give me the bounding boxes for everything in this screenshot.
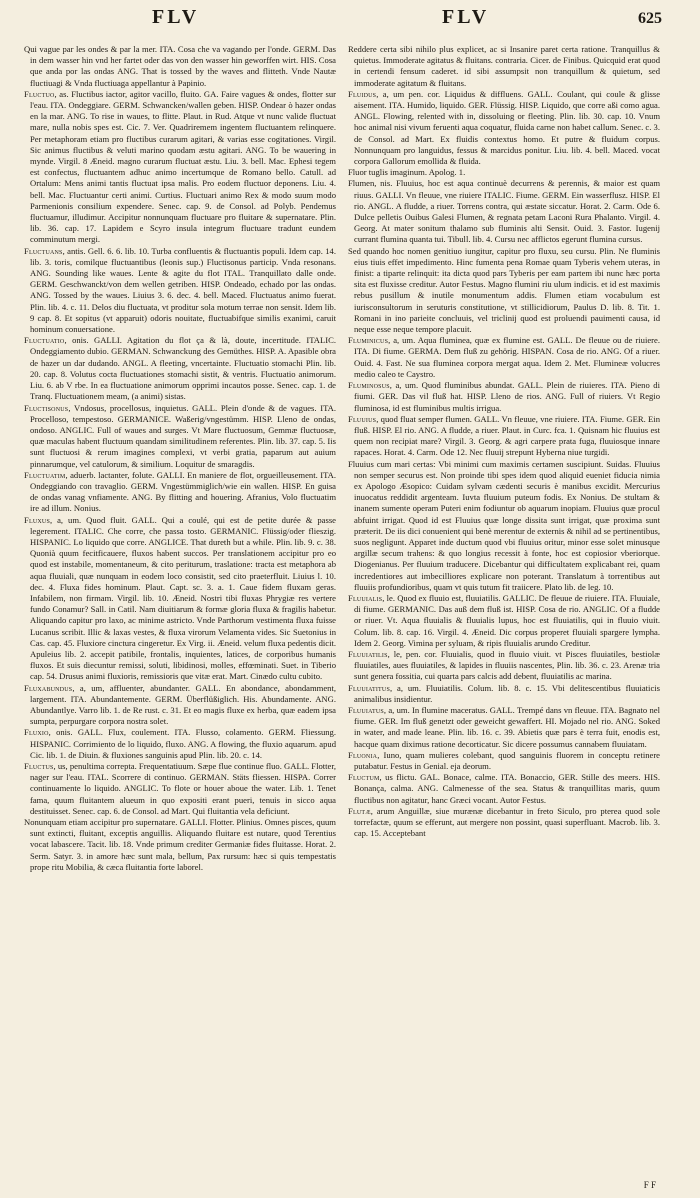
entry-text: Vndosus, procellosus, inquietus. GALL. Plein d'onde & de vagues. ITA. Procelloso, tempestoso. GERMANICE. Waßerig/vngestümm. HISP. Lleno de ondas, ondoso. ANGLIC. Full of waues and surges. Vt Mare fluctuosum, Gemmæ fluctuosæ, quæ maculas habent fluctuum quandam similitudinem referentes. Plin. lib. 37. cap. 5. Iis sunt fluctuosi & rerum imagines complexi, vt verbi gratia, paparum aut auium pinnarumque, vel catulorum, & similium. Loquitur de smaragdis. — [30, 402, 336, 469]
dictionary-entry: Fluminicus, a, um. Aqua fluminea, quæ ex flumine est. GALL. De fleuue ou de riuiere. ITA. Di fiume. GERMA. Dem fluß zu gehörig. HISPAN. Cosa de rio. ANG. Of a riuer. Ouid. 4. Fast. Ne sua fluminea corpora mergat aqua. Idem 2. Met. Flumineæ volucres medio caleo te Caystro. — [348, 335, 660, 379]
entry-text: a, um. Fluuiatilis. Colum. lib. 8. c. 15. Vbi delitescentibus fluuiaticis animalibus insidientur. — [354, 682, 660, 704]
dictionary-entry — [348, 246, 660, 336]
entry-text: Sed quando hoc nomen genitiuo iungitur, capitur pro fluxu, seu cursu. Plin. Ne fluminis eius tiuis effet impedimento. Hinc fumenta pena Romae quam Tyberis vehem uteras, in finist: a tiparte relinquit: ita dicta quod pars Tyberis per eam partem ibi nunc hæc porta sita est fluxisse creditur. Autor Festus. Magno flumini riu ulum indicis. et id est maximis rebus pusillum & inutile monumentum addis. Flumen etiam vocabulum est iurisconsultorum in seruturis constitutione, vt stillicidiorum, Paulus D. lib. 8. Tit. 1. Romani in ino parieite concluuis, vel triclinij quod est proluendi pauimenti causa, id neque esse neque tempore placuit. — [348, 245, 660, 335]
dictionary-entry: Fluxabundus, a, um, affluenter, abundanter. GALL. En abondance, abondamment, largement. ITA. Abundantemente. GERM. Überflüßiglich. His. Abundamente. ANG. Abundantlye. Varro lib. 1. de Re rust. c. 31. Et eo magis fluxe ex herba, quæ eadem ipsa sumpta, perpurgare corpora nostra solet. — [24, 682, 336, 727]
entry-headword: Fluctuatio — [24, 335, 65, 346]
left-column — [24, 44, 336, 1176]
entry-headword: Fluidus — [348, 88, 377, 99]
entry-text: a, um. Aqua fluminea, quæ ex flumine est. GALL. De fleuue ou de riuiere. ITA. Di fiume. GERMA. Dem fluß zu gehörig. HISPAN. Cosa de rio. ANG. Of a riuer. Ouid. 4. Fast. Ne sua fluminea corpora mergat aqua. Idem 2. Met. Flumineæ volucres medio caleo te Caystro. — [354, 335, 660, 379]
dictionary-entry — [24, 817, 336, 873]
entry-headword: Flutæ — [348, 805, 371, 816]
entry-headword: Fluctuo — [24, 88, 55, 99]
page-number: 625 — [638, 10, 662, 27]
dictionary-entry: Fluctum, us flictu. GAL. Bonace, calme. ITA. Bonaccio, GER. Stille des meers. HIS. Bonança, calma. ANG. Calmenesse of the sea. Status & tranquillitas maris, quum fluctibus non agitatur, hanc Græci vocant. Autor Festus. — [348, 772, 660, 805]
entry-headword: Fluuialis — [348, 592, 383, 603]
entry-text: onis. GALL. Flux, coulement. ITA. Flusso, colamento. GERM. Fliessung. HISPANIC. Corrimiento de lo liquido, fluxo. ANG. A flowing, the fluxio aquarum. apud Cic. lib. 1. de Diuin. & fluxiones sanguinis apud Plin. lib. 20. c. 14. — [30, 727, 336, 760]
dictionary-entry — [348, 44, 660, 89]
entry-text: Iuno, quam mulieres colebant, quod sanguinis fluorem in conceptu retinere putabatur. Festus in Genial. eja deorum. — [354, 749, 660, 771]
dictionary-entry: Fluminosus, a, um. Quod fluminibus abundat. GALL. Plein de riuieres. ITA. Pieno di fiumi. GER. Das vil fluß hat. HISP. Lleno de rios. ANG. Full of riuiers. Vt Regio fluminosa, id est fluminibus multis irrigua. — [348, 380, 660, 413]
dictionary-entry: Fluctisonus, Vndosus, procellosus, inquietus. GALL. Plein d'onde & de vagues. ITA. Procelloso, tempestoso. GERMANICE. Waßerig/vngestümm. HISP. Lleno de ondas, ondoso. ANGLIC. Full of waues and surges. Vt Mare fluctuosum, Gemmæ fluctuosæ, quæ maculas habent fluctuum quandam similitudinem referentes. Plin. lib. 37. cap. 5. Iis sunt fluctuosi & rerum imagines complexi, vt verbi gratia, paparum aut auium pinnarumque, vel catulorum, & similium. Loquitur de smaragdis. — [24, 402, 336, 469]
entry-text: le, pen. cor. Fluuialis, quod in fluuio viuit. vt Pisces fluuiatiles, bestiolæ fluuiatiles, aues fluuiatiles, & lapides in fluuiis nascentes, Plin. lib. 36. c. 23. Arenæ tria sunt genera fossitia, cui quarta pars calcis add debent, fluuiatilis ac marina. — [354, 648, 660, 682]
entry-headword: Fluctus — [24, 761, 54, 771]
dictionary-entry: Fluuiatus, a, um. In flumine maceratus. GALL. Trempé dans vn fleuue. ITA. Bagnato nel fiume. GER. Im fluß genetzt oder geweicht gewaffert. HI. Mojado nel rio. ANG. Soked in water, and made leane. Plin. lib. 16. c. 39. Abietis quæ pars è terra fuit, enodis est, hacque quam diximus ratione decorticatur. Sic dicere possumus cannabem fluuiatam. — [348, 704, 660, 749]
dictionary-entry: Fluuiatitus, a, um. Fluuiatilis. Colum. lib. 8. c. 15. Vbi delitescentibus fluuiaticis animalibus insidientur. — [348, 682, 660, 704]
entry-text: a, um. Quod fluminibus abundat. GALL. Plein de riuieres. ITA. Pieno di fiumi. GER. Das vil fluß hat. HISP. Lleno de rios. ANG. Full of riuiers. Vt Regio fluminosa, id est fluminibus multis irrigua. — [354, 380, 660, 413]
entry-text: Qui vague par les ondes & par la mer. ITA. Cosa che va vagando per l'onde. GERM. Das in dem wasser hin vnd her fartet oder das von den wasser hin geworffen wirt. HIS. Cosa que anda por las ondas ANG. That is tossed by the waves and flitteth. Vnde Nautæ fluctiuagi & Vnda fluctiuaga appellantur à Papinio. — [24, 44, 336, 88]
entry-text: Fluuius cum mari certas: Vbi minimi cum maximis certamen suscipiunt. Suidas. Fluuius non semper securus est. Non proinde tibi spes idem quod aliquid eueniet fiducia nimia ex Apologo Æsopico: Cuidam sylvam cædenti securis è manibus excidit. Mercurius inuocatus reddidit argenteam. Iuvta fluuium puteum fodis. Ex Nonius. De stultam & inanem sumente operam Puteri enim fodiuntur ob aquarum inopiam. Fluuius quæ procul abfuint irrigat. Quod id est Fluuius quæ longe dissita sunt irrigat, quæ proxima sunt præterit. De iis dici conuenient qui benè merentur de externis & nihil ad se pertinentibus, suos negligunt. Apparet inde ductum quod vbi fluuius oritur, minor esse solet minusque argillæ secum trahens: & quo longius recessit à fonte, hoc est copiosior vberiorque. Diogenianus. Per fluuium traducere. Dicebantur qui difficultatem explicabant rei, quam incredentiores aut imbecilliores explicare non poterant. Translatum à torrentibus aut fluuiis profundioribus, quam vt quis tutum fit traiicere. Plato lib. de leg. 10. — [348, 458, 660, 592]
dictionary-entry: Fluxio, onis. GALL. Flux, coulement. ITA. Flusso, colamento. GERM. Fliessung. HISPANIC. Corrimiento de lo liquido, fluxo. ANG. A flowing, the fluxio aquarum. apud Cic. lib. 1. de Diuin. & fluxiones sanguinis apud Plin. lib. 20. c. 14. — [24, 727, 336, 760]
entry-text: us, penultima correpta. Frequentatiuum. Sæpe flue continue fluo. GALL. Flotter, nager sur l'eau. ITAL. Scorrere di continuo. GERMAN. Stäts fliessen. HISPA. Correr continuamente lo liquido. ANGLIC. To flote or houer aboue the water. Lib. 1. Tenet fama, quum fluitantem alueum in quo expositi erant pueri, tenuis in sicco aqua destituisset. Senec. cap. 6. de Consol. ad Mart. Qui fluitantia vela deficiunt. — [30, 761, 336, 816]
entry-text: aduerb. lactanter, folute. GALLI. En maniere de flot, orgueilleusement. ITA. Ondeggiando con travaglio. GERM. Vngestümmiglich/wie ein wallen. HISP. En guisa de ondas vanag vnfiamente. ANG. By flitting and houering. Afranius, Volo fluctuatim ire ad illum. Nonius. — [30, 469, 336, 514]
entry-headword: Fluminicus — [348, 335, 389, 346]
entry-headword: Fluuius — [348, 413, 377, 424]
right-column — [348, 44, 660, 1176]
entry-text: a, um. In flumine maceratus. GALL. Trempé dans vn fleuue. ITA. Bagnato nel fiume. GER. Im fluß genetzt oder geweicht gewaffert. HI. Mojado nel rio. ANG. Soked in water, and made leane. Plin. lib. 16. c. 39. Abietis quæ pars è terra fuit, enodis est, hacque quam diximus ratione decorticatur. Sic dicere possumus cannabem fluuiatam. — [354, 704, 660, 749]
dictionary-entry — [348, 178, 660, 245]
dictionary-entry: Fluuius, quod fluat semper flumen. GALL. Vn fleuue, vne riuiere. ITA. Fiume. GER. Ein fluß. HISP. El rio. ANG. A fludde, a riuer. Plaut. in Curc. fca. 1. Quisnam hic fluuius est quem non recipiat mare? Virgil. 3. Georg. & agri carpere prata fuga, fluuiosque innare rapaces. Horat. 4. Carm. Ode 12. Nec fluuij strepunt Hyberna niue turgidi. — [348, 413, 660, 458]
entry-text: onis. GALLI. Agitation du flot ça & là, doute, incertitude. ITALIC. Ondeggiamento dubio. GERMAN. Schwanckung des Gemüthes. HISP. A. Apasible obra de hazer un dar dudando. ANGL. A fleeting, vncertainte. Fluctuatio stomachi Plin. lib. 20. cap. 8. Volutus cocta fluctuationes stomachi sistit, & ventris. Fluctuatio animorum. Liu. 6. ab V rbe. In ea fluctuatione animorum opprimi incautos posse. Senec. cap. 1. de Tranq. Fluctuationem meam, (a animi) sistas. — [30, 335, 336, 402]
entry-headword: Fluuiatitus — [348, 682, 390, 693]
entry-headword: Fluctuans — [24, 245, 63, 256]
entry-headword: Fluxabundus — [24, 682, 73, 693]
entry-headword: Fluctum — [348, 772, 380, 783]
entry-text: Fluor tuglis imaginum. Apolog. 1. — [348, 167, 466, 178]
entry-headword: Fluonia — [348, 749, 378, 760]
entry-text: us flictu. GAL. Bonace, calme. ITA. Bonaccio, GER. Stille des meers. HIS. Bonança, calma. ANG. Calmenesse of the sea. Status & tranquillitas maris, quum fluctibus non agitatur, hanc Græci vocant. Autor Festus. — [354, 772, 660, 805]
entry-text: Nonunquam etiam accipitur pro supernatare. GALLI. Flotter. Plinius. Omnes pisces, quum sunt extincti, fluitant, exceptis anguillis. Aliquando fluitare est nutare, quod Terentius vocat labascere. Tacit. lib. 18. Vnde primum crediter Germaniæ fides fluitasse. Horat. 2. Serm. Satyr. 3. in amore hæc sunt mala, bellum, Pax rursum: hæc si quis tempestatis prope ritu Mobilia, & cæca fluitantia forte laborel. — [24, 817, 336, 872]
dictionary-entry: Fluctus, us, penultima correpta. Frequentatiuum. Sæpe flue continue fluo. GALL. Flotter, nager sur l'eau. ITAL. Scorrere di continuo. GERMAN. Stäts fliessen. HISPA. Correr continuamente lo liquido. ANGLIC. To flote or houer aboue the water. Lib. 1. Tenet fama, quum fluitantem alueum in quo expositi erant pueri, tenuis in sicco aqua destituisset. Senec. cap. 6. de Consol. ad Mart. Qui fluitantia vela deficiunt. — [24, 761, 336, 816]
entry-headword: Fluuiatus — [348, 704, 384, 715]
entry-text: Reddere certa sibi nihilo plus explicet, ac si Insanire paret certa ratione. Tranquillus & quietus. Immoderate agitatus & fluitans. contraria. Cicer. de Finibus. Quicquid erat quod in certendi fensum caderet. id sibi assumpsit non tranquillum & quietum, sed immoderate agitatum & fluitans. — [348, 44, 660, 88]
dictionary-entry: Fluonia, Iuno, quam mulieres colebant, quod sanguinis fluorem in conceptu retinere putabatur. Festus in Genial. eja deorum. — [348, 749, 660, 771]
dictionary-entry: Fluctuo, as. Fluctibus iactor, agitor vacillo, fluito. GA. Faire vagues & ondes, flotter sur l'eau. ITA. Ondeggiare. GERM. Schwancken/wallen geben. HISP. Ondear ò hazer ondas en la mar. ANG. To rise in waues, to flitte. Plaut. in Rud. Atque vt nunc valide fluctuat mare, nulla nobis spes est. Cic. 7. Ver. Quadriremem ingentem fluctuantem relinquere. Per metaphoram etiam pro fluctibus curarum agitari, & varias esse cogitationes. Virgil. Sic animus fluctibus & veluti marino quodam æstu agitari. ANG. To be wauering in mynde. Virgil. 8 Æneid. magno curarum fluctuat æstu. Liu. 3. bell. Mac. Ephesi tegem est confectus, fluctuantem adhuc animo incertumque de Romano bello. Catull. ad Ortalum: Mens animi tantis fluctuat ipsa malis. Pro eodem fluctuor deponens. Liu. 4. bell. Mac. Fluctuantur certi animi. Curtius. Fluctuari animo Rex & modo suum modo Parmenionis consilium expendere. Senec. cap. 9. de Consol. ad Polyb. Pendemus fluctuamur, illudimur. Accipitur nonnunquam fluctuare pro fluitare & supernatare. Plin. lib. 36. cap. 17. Lapidem e Scyro insula integrum fluctuare tradunt eundem comminutum mergi. — [24, 88, 336, 245]
entry-text: arum Anguillæ, siue murænæ dicebantur in freto Siculo, pro pterea quod sole torrefactæ, quum se efferunt, aut mergere non possint, quasi superfluant. Macrob. lib. 3. cap. 15. Acceptebant — [354, 805, 660, 839]
entry-headword: Fluctisonus — [24, 402, 69, 413]
entry-text: antis. Gell. 6. 6. lib. 10. Turba confluentis & fluctuantis populi. Idem cap. 14. lib. 3. toris, comilque fluctuantibus (leonis sup.) Fluctisonus particip. Vnda resonans. ANG. Sounding like waues. Lente & agite du flot ITAL. Tranquillato dalle onde. GERM. Geschwanckt/von dem wellen getriben. HISP. Ondeado, echado por las ondas. ANG. Tossed by the waues. Liuius 3. 6. dec. 4. bell. Maced. Fluctuatus animo fuerat. Plin. lib. 4. c. 11. Delos diu fluctuata, vt proditur sola motum terrae non sensit. Idem lib. 9 cap. 8. Et sopitus (vt apparuit) odoris nouitate, fluctuabifque similis exanimi, caruit hominum conuersatione. — [30, 245, 336, 335]
entry-text: quod fluat semper flumen. GALL. Vn fleuue, vne riuiere. ITA. Fiume. GER. Ein fluß. HISP. El rio. ANG. A fludde, a riuer. Plaut. in Curc. fca. 1. Quisnam hic fluuius est quem non recipiat mare? Virgil. 3. Georg. & agri carpere prata fuga, fluuiosque innare rapaces. Horat. 4. Carm. Ode 12. Nec fluuij strepunt Hyberna niue turgidi. — [354, 413, 660, 458]
entry-text: as. Fluctibus iactor, agitor vacillo, fluito. GA. Faire vagues & ondes, flotter sur l'eau. ITA. Ondeggiare. GERM. Schwancken/wallen geben. HISP. Ondear ò hazer ondas en la mar. ANG. To rise in waues, to flitte. Plaut. in Rud. Atque vt nunc valide fluctuat mare, nulla nobis spes est. Cic. 7. Ver. Quadriremem ingentem fluctuantem relinquere. Per metaphoram etiam pro fluctibus curarum agitari, & varias esse cogitationes. Virgil. Sic animus fluctibus & veluti marino quodam æstu agitari. ANG. To be wauering in mynde. Virgil. 8 Æneid. magno curarum fluctuat æstu. Liu. 3. bell. Mac. Ephesi tegem est confectus, fluctuantem adhuc animo incertumque de Romano bello. Catull. ad Ortalum: Mens animi tantis fluctuat ipsa malis. Pro eodem fluctuor deponens. Liu. 4. bell. Mac. Fluctuantur certi animi. Curtius. Fluctuari animo Rex & modo suum modo Parmenionis consilium expendere. Senec. cap. 9. de Consol. ad Polyb. Pendemus fluctuamur, illudimur. Accipitur nonnunquam fluctuare pro fluitare & supernatare. Plin. lib. 36. cap. 17. Lapidem e Scyro insula integrum fluctuare tradunt eundem comminutum mergi. — [30, 88, 336, 245]
entry-headword: Fluctuatim — [24, 469, 66, 480]
catchword: F F — [643, 1180, 656, 1190]
dictionary-entry — [348, 167, 660, 178]
entry-text: a, um, affluenter, abundanter. GALL. En abondance, abondamment, largement. ITA. Abundantemente. GERM. Überflüßiglich. His. Abundamente. ANG. Abundantlye. Varro lib. 1. de Re rust. c. 31. Et eo magis fluxe ex herba, quæ eadem ipsa sumpta, perpurgare corpora nostra solet. — [30, 682, 336, 727]
dictionary-entry: Fluxus, a, um. Quod fluit. GALL. Qui a coulé, qui est de petite durée & passe legerement. ITALIC. Che corre, che passa tosto. GERMANIC. Flüssig/oder flieszig. HISPANIC. Lo liquido que corre. ANGLICE. That dureth but a while. Plin. lib. 9. c. 38. Quonià quum fecitficauere, fluxos habent succos. Per translationem accipitur pro eo quod est instabile, momentaneum, & cito periturum, traslatione: tracta est metaphora ab aqua fluuiali, quæ nunquam in eodem loco consistit, sed cito praeterfluit. Liuius l. 10. dec. 4. Fluxa fides hominum. Plaut. Capt. sc. 3. a. 1. Caue fidem fluxam geras. Infabilem, non firmam. Virgil. lib. 10. Æneid. Nostri tibi fluxas Phrygiæ res vertere fundo Conamur? Sall. in Catil. Nam diuitiarum & formæ gloria fluxa & fragilis habetur. Aliquando capitur pro laxo, ac minime astricto. Vnde Parthorum vestimenta fluxa fuisse Lucanus scribit. Illic & laxas vestes, & fluxa virorum Velamenta vides. Sic Suetonius in Cas. cap. 45. Fluxiore cinctura cingeretur. Ex Virg. ii. Æneid. velum fluxa pedentis dicit. Apuleius lib. 2. accepit patibile, frontalis, inquientes, latices, de corporibus humanis fluxos. Et suis diecuntur remissi, soluti, libidinosi, molles, effœminati. Suet. in Tiberio cap. 54. Drusus animi fluxioris, remissioris que vitæ erat. Mart. Cinædo cultu cubito. — [24, 514, 336, 682]
dictionary-entry: Fluuiatilis, le, pen. cor. Fluuialis, quod in fluuio viuit. vt Pisces fluuiatiles, bestiolæ fluuiatiles, aues fluuiatiles, & lapides in fluuiis nascentes, Plin. lib. 36. c. 23. Arenæ tria sunt genera fossitia, cui quarta pars calcis add debent, fluuiatilis ac marina. — [348, 648, 660, 682]
entry-text: Flumen, nis. Fluuius, hoc est aqua continuè decurrens & perennis, & maior est quam riuus. GALLI. Vn fleuue, vne riuiere ITALIC. Fiume. GERM. Ein wasserflusz. HISP. El rio. ANGL. A fludde, a riuer. Torrens contra, qui æstate siccatur. Horat. 2. Carm. Ode 6. Dulce pelletis Ouibus Galesi Flumen, & regnata petam Laconi Rura Phalanto. Virgil. 4. Georg. At mater sonitum thalamo sub fluminis alti Sensit. Ouid. 3. Fastor. Iugenij currant flumina quanta tui. Tibull. lib. 4. Cursu nec afflictos egerunt flumina cursus. — [348, 178, 660, 245]
entry-headword: Fluminosus — [348, 380, 390, 391]
entry-text: le. Quod ex fluuio est, fluuiatilis. GALLIC. De fleuue de riuiere. ITA. Fluuiale, di fiume. GERMANIC. Das auß dem fluß ist. HISP. Cosa de rio. ANGLIC. Of a fludde or riuer. Vt. Aqua fluuialis & fluuialis lupus, hoc est fluuiatilis, qui in fluuio viuit. Colum. lib. 8. cap. 16. Virgil. 4. Æneid. Dic corpus properet fluuiali spargere lympha. Idem 2. Georg. Vimina per syluam, & ripis fluuialis arundo Creditur. — [354, 592, 660, 648]
entry-text: a, um. Quod fluit. GALL. Qui a coulé, qui est de petite durée & passe legerement. ITALIC. Che corre, che passa tosto. GERMANIC. Flüssig/oder flieszig. HISPANIC. Lo liquido que corre. ANGLICE. That dureth but a while. Plin. lib. 9. c. 38. Quonià quum fecitficauere, fluxos habent succos. Per translationem accipitur pro eo quod est instabile, momentaneum, & cito periturum, traslatione: tracta est metaphora ab aqua fluuiali, quæ nunquam in eodem loco consistit, sed cito praeterfluit. Liuius l. 10. dec. 4. Fluxa fides hominum. Plaut. Capt. sc. 3. a. 1. Caue fidem fluxam geras. Infabilem, non firmam. Virgil. lib. 10. Æneid. Nostri tibi fluxas Phrygiæ res vertere fundo Conamur? Sall. in Catil. Nam diuitiarum & formæ gloria fluxa & fragilis habetur. Aliquando capitur pro laxo, ac minime astricto. Vnde Parthorum vestimenta fluxa fuisse Lucanus scribit. Illic & laxas vestes, & fluxa virorum Velamenta vides. Sic Suetonius in Cas. cap. 45. Fluxiore cinctura cingeretur. Ex Virg. ii. Æneid. velum fluxa pedentis dicit. Apuleius lib. 2. accepit patibile, frontalis, inquientes, latices, de corporibus humanis fluxos. Et suis diecuntur remissi, soluti, libidinosi, molles, effœminati. Suet. in Tiberio cap. 54. Drusus animi fluxioris, remissioris que vitæ erat. Mart. Cinædo cultu cubito. — [30, 514, 336, 682]
dictionary-entry — [348, 459, 660, 593]
dictionary-entry: Fluuialis, le. Quod ex fluuio est, fluuiatilis. GALLIC. De fleuue de riuiere. ITA. Fluuiale, di fiume. GERMANIC. Das auß dem fluß ist. HISP. Cosa de rio. ANGLIC. Of a fludde or riuer. Vt. Aqua fluuialis & fluuialis lupus, hoc est fluuiatilis, qui in fluuio viuit. Colum. lib. 8. cap. 16. Virgil. 4. Æneid. Dic corpus properet fluuiali spargere lympha. Idem 2. Georg. Vimina per syluam, & ripis fluuialis arundo Creditur. — [348, 592, 660, 648]
entry-headword: Fluxio — [24, 727, 49, 738]
dictionary-entry: Fluctuatim, aduerb. lactanter, folute. GALLI. En maniere de flot, orgueilleusement. ITA. Ondeggiando con travaglio. GERM. Vngestümmiglich/wie ein wallen. HISP. En guisa de ondas vanag vnfiamente. ANG. By flitting and houering. Afranius, Volo fluctuatim ire ad illum. Nonius. — [24, 469, 336, 514]
dictionary-entry: Fluctuatio, onis. GALLI. Agitation du flot ça & là, doute, incertitude. ITALIC. Ondeggiamento dubio. GERMAN. Schwanckung des Gemüthes. HISP. A. Apasible obra de hazer un dar dudando. ANGL. A fleeting, vncertainte. Fluctuatio stomachi Plin. lib. 20. cap. 8. Volutus cocta fluctuationes stomachi sistit, & ventris. Fluctuatio animorum. Liu. 6. ab V rbe. In ea fluctuatione animorum opprimi incautos posse. Senec. cap. 1. de Tranq. Fluctuationem meam, (a animi) sistas. — [24, 335, 336, 402]
entry-headword: Fluxus — [24, 514, 50, 525]
dictionary-entry — [24, 44, 336, 89]
running-head-left: FLV — [152, 6, 200, 28]
dictionary-entry: Fluctuans, antis. Gell. 6. 6. lib. 10. Turba confluentis & fluctuantis populi. Idem cap. 14. lib. 3. toris, comilque fluctuantibus (leonis sup.) Fluctisonus particip. Vnda resonans. ANG. Sounding like waues. Lente & agite du flot ITAL. Tranquillato dalle onde. GERM. Geschwanckt/von dem wellen getriben. HISP. Ondeado, echado por las ondas. ANG. Tossed by the waues. Liuius 3. 6. dec. 4. bell. Maced. Fluctuatus animo fuerat. Plin. lib. 4. c. 11. Delos diu fluctuata, vt proditur sola motum terrae non sensit. Idem lib. 9 cap. 8. Et sopitus (vt apparuit) odoris nouitate, fluctuabifque similis exanimi, caruit hominum conuersatione. — [24, 245, 336, 335]
dictionary-entry: Fluidus, a, um pen. cor. Liquidus & diffluens. GALL. Coulant, qui coule & glisse aisement. ITA. Humido, liquido. GER. Flüssig. HISP. Liquido, que corre aßi como agua. ANGL. Flowing, relented with in, dissoluing or fleeting. Plin. lib. 30. cap. 10. Vnum hoc animal nisi vivum feruenti aqua coquatur, fluida carne non habet callum. Senec. c. 3. de Consol. ad Mart. Ex fluidis contextus homo. Et putre & fluidum corpus. Nonnunquam pro languidus, fessus & marcidus ponitur. Liu. lib. 4. bell. Maced. vocat corpora Gallorum emollida & fluida. — [348, 88, 660, 167]
entry-headword: Fluuiatilis — [348, 648, 388, 659]
dictionary-entry: Flutæ, arum Anguillæ, siue murænæ dicebantur in freto Siculo, pro pterea quod sole torrefactæ, quum se efferunt, aut mergere non possint, quasi superfluant. Macrob. lib. 3. cap. 15. Acceptebant — [348, 805, 660, 839]
entry-text: a, um pen. cor. Liquidus & diffluens. GALL. Coulant, qui coule & glisse aisement. ITA. Humido, liquido. GER. Flüssig. HISP. Liquido, que corre aßi como agua. ANGL. Flowing, relented with in, dissoluing or fleeting. Plin. lib. 30. cap. 10. Vnum hoc animal nisi vivum feruenti aqua coquatur, fluida carne non habet callum. Senec. c. 3. de Consol. ad Mart. Ex fluidis contextus homo. Et putre & fluidum corpus. Nonnunquam pro languidus, fessus & marcidus ponitur. Liu. lib. 4. bell. Maced. vocat corpora Gallorum emollida & fluida. — [354, 88, 660, 167]
column-gutter — [340, 44, 341, 1174]
running-head-right: FLV — [442, 6, 490, 28]
